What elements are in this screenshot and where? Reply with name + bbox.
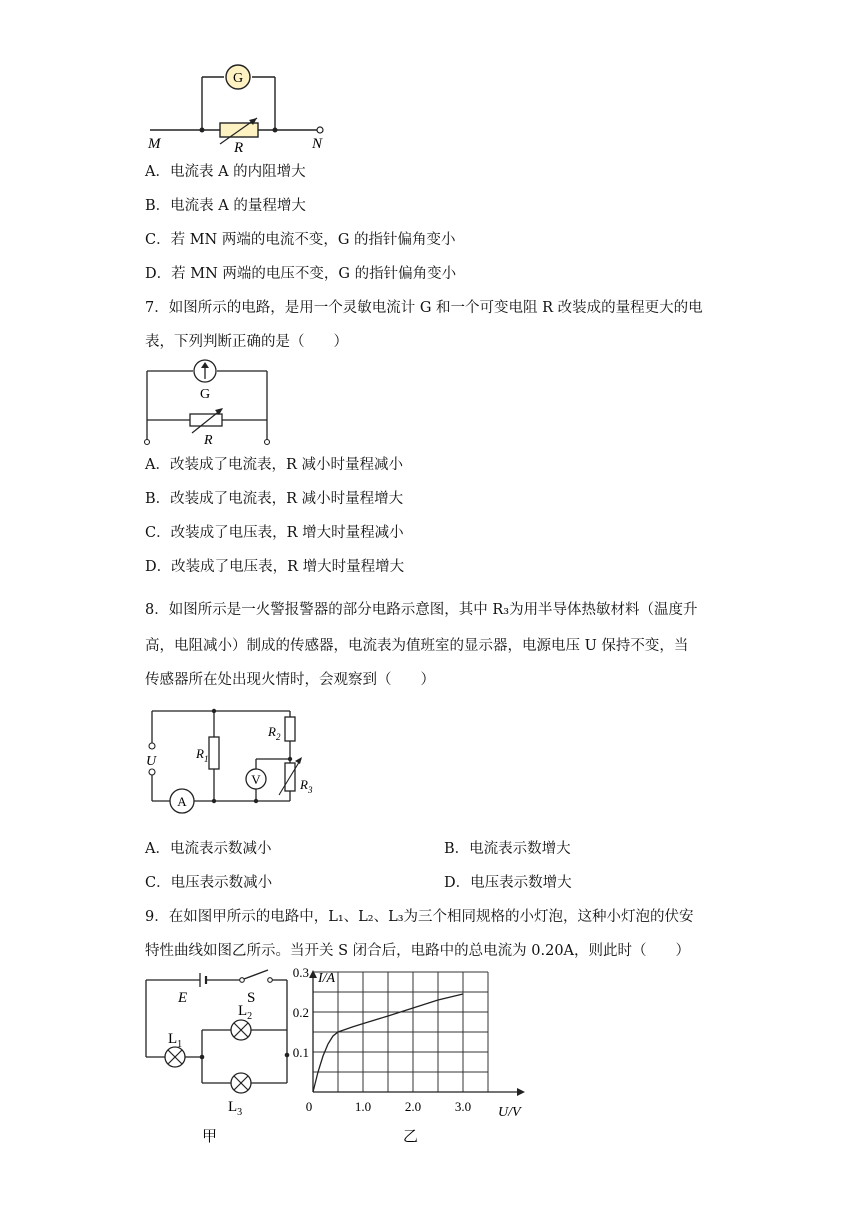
- fig9-label-e: E: [178, 990, 188, 1006]
- fig9-caption-yi: 乙: [403, 1127, 419, 1145]
- fig8-label-r2: $R_2$: [268, 724, 281, 742]
- q7-option-d: D．改装成了电压表，R 增大时量程增大: [145, 559, 405, 575]
- figure-galvanometer-shunt: [140, 60, 340, 155]
- q8-stem-line2: 高，电阻减小）制成的传感器，电流表为值班室的显示器，电源电压 U 保持不变，当: [145, 638, 689, 654]
- q6-option-c: C．若 MN 两端的电流不变，G 的指针偏角变小: [145, 232, 456, 248]
- x-tick-label: 2.0: [404, 1099, 422, 1114]
- y-axis-label: I/A: [318, 971, 336, 986]
- x-tick-label: 1.0: [354, 1099, 372, 1114]
- fig8-label-r3: $R_3$: [300, 777, 313, 795]
- fig8-label-u: U: [146, 754, 157, 769]
- q7-option-c: C．改装成了电压表，R 增大时量程减小: [145, 525, 404, 541]
- fig1-label-g: G: [232, 71, 244, 86]
- fig8-label-a: A: [177, 794, 187, 809]
- figure-q9-circuit-jia: [140, 965, 300, 1150]
- q7-stem-line2: 表，下列判断正确的是（ ）: [145, 334, 348, 350]
- x-tick-label: 3.0: [454, 1099, 472, 1114]
- variable-resistor-symbol: [190, 414, 222, 426]
- q7-option-a: A．改装成了电流表，R 减小时量程减小: [145, 457, 403, 473]
- fig8-label-v: V: [251, 772, 261, 787]
- q9-stem-line1: 9．在如图甲所示的电路中，L₁、L₂、L₃为三个相同规格的小灯泡，这种小灯泡的伏安: [145, 909, 694, 925]
- fig7-label-g: G: [199, 387, 211, 402]
- origin-label: 0: [305, 1099, 313, 1114]
- q9-stem-line2: 特性曲线如图乙所示。当开关 S 闭合后，电路中的总电流为 0.20A，则此时（ ）: [145, 943, 691, 959]
- q6-option-b: B．电流表 A 的量程增大: [145, 198, 306, 214]
- resistor-r1: [209, 737, 219, 769]
- q8-stem-line3: 传感器所在处出现火情时，会观察到（ ）: [145, 672, 435, 688]
- figure-q7-circuit: [140, 355, 280, 450]
- fig9-label-l3: $L_3$: [228, 1099, 243, 1118]
- fig1-label-m: M: [148, 136, 161, 152]
- figure-q8-circuit: [140, 703, 315, 823]
- q7-option-b: B．改装成了电流表，R 减小时量程增大: [145, 491, 404, 507]
- fig1-label-n: N: [312, 136, 323, 152]
- fig8-label-r1: $R_1$: [196, 746, 209, 764]
- fig9-label-l1: $L_1$: [168, 1031, 183, 1050]
- fig7-label-r: R: [204, 433, 213, 448]
- q6-option-a: A．电流表 A 的内阻增大: [145, 164, 306, 180]
- y-tick-label: 0.2: [292, 1005, 309, 1020]
- y-tick-label: 0.1: [292, 1045, 309, 1060]
- fig9-label-l2: $L_2$: [238, 1003, 253, 1022]
- fig1-label-r: R: [234, 140, 244, 155]
- resistor-r2: [285, 717, 295, 741]
- q8-stem-line1: 8．如图所示是一火警报警器的部分电路示意图，其中 R₃为用半导体热敏材料（温度升: [145, 602, 698, 618]
- q8-option-c: C．电压表示数减小: [145, 875, 273, 891]
- figure-q9-iv-chart: [285, 965, 535, 1150]
- fig9-caption-jia: 甲: [202, 1127, 218, 1145]
- q8-option-b: B．电流表示数增大: [444, 841, 571, 857]
- y-tick-label: 0.3: [292, 965, 309, 980]
- fig9-label-s: S: [247, 990, 256, 1006]
- q8-option-d: D．电压表示数增大: [444, 875, 572, 891]
- q7-stem-line1: 7．如图所示的电路，是用一个灵敏电流计 G 和一个可变电阻 R 改装成的量程更大的电: [145, 300, 703, 316]
- x-axis-label: U/V: [498, 1105, 521, 1120]
- q6-option-d: D．若 MN 两端的电压不变，G 的指针偏角变小: [145, 266, 457, 282]
- q8-option-a: A．电流表示数减小: [145, 841, 272, 857]
